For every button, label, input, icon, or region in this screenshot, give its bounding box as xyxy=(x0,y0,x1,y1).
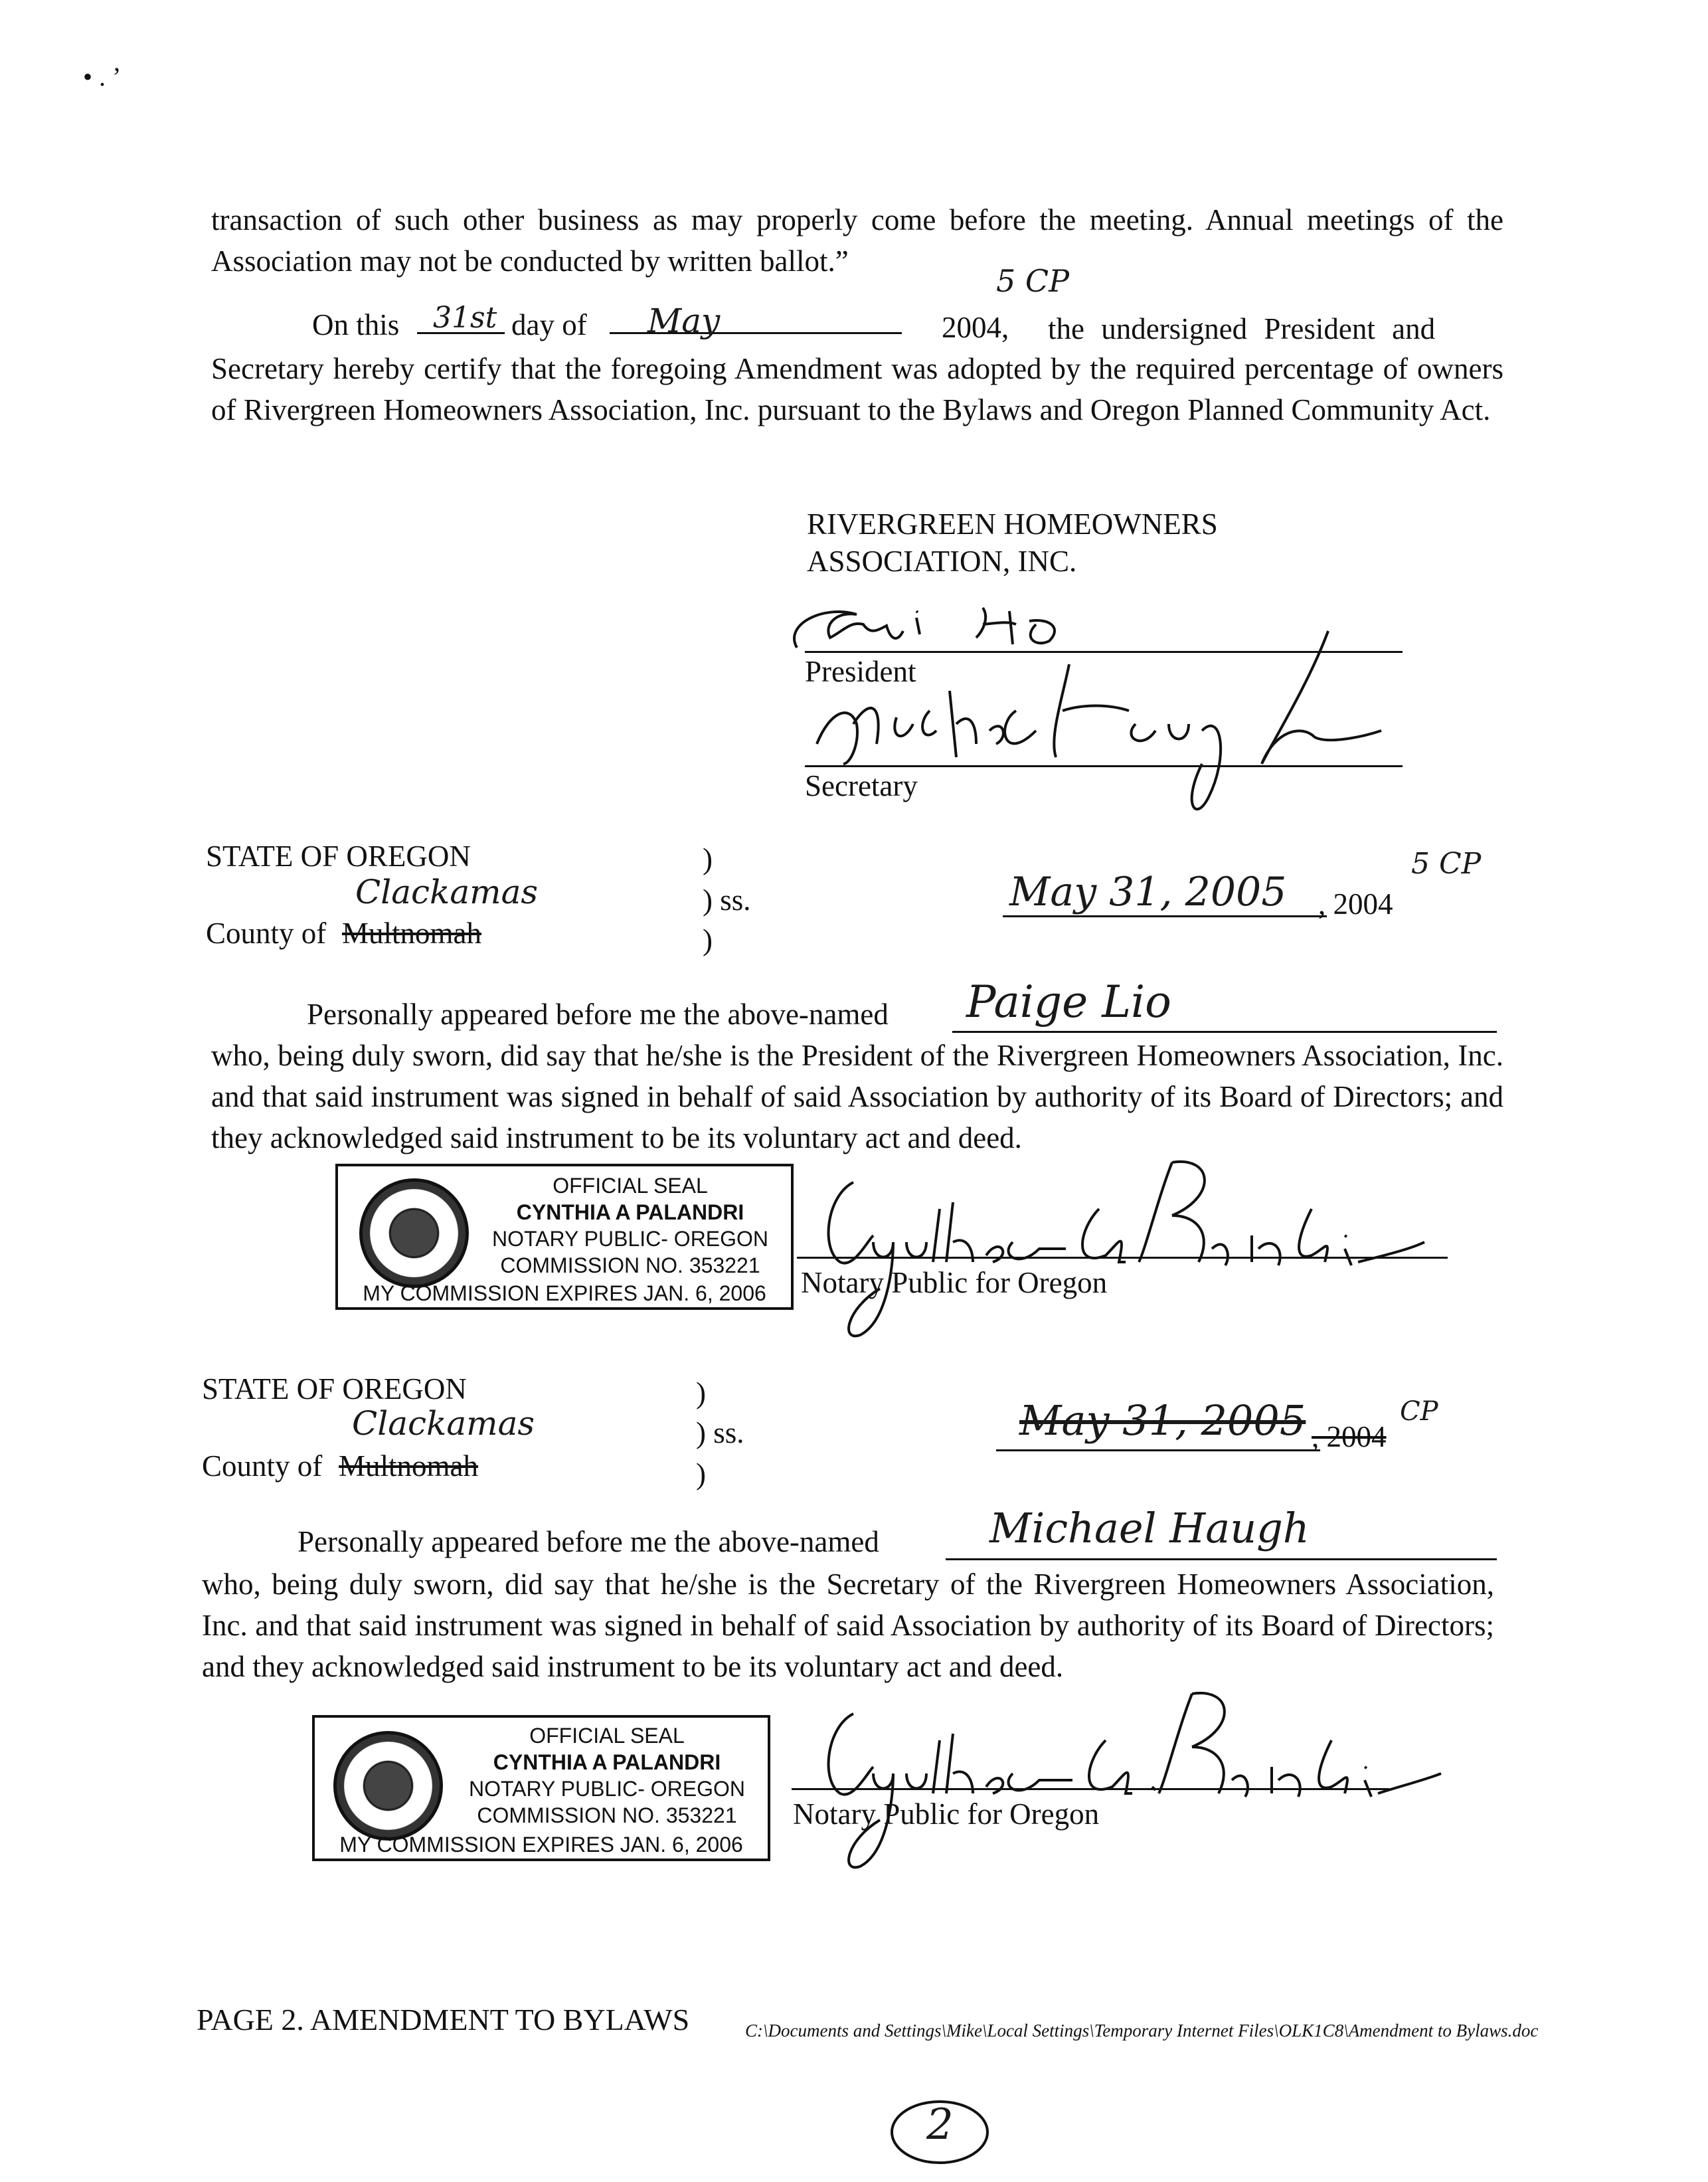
paren-bottom-2: ) xyxy=(696,1457,706,1491)
notary-seal-2 xyxy=(312,1715,770,1861)
certification-body: Secretary hereby certify that the foregoing Amendment was adopted by the required percentage of owners of Rivergreen Homeowners Association, Inc. pursuant to the Bylaws and Oregon Planned Community Act. xyxy=(211,352,1503,426)
state-heading-1: STATE OF OREGON xyxy=(206,840,471,873)
date-blank-1 xyxy=(1003,915,1327,917)
certification-day-of: day of xyxy=(511,308,587,341)
seal-line-official: OFFICIAL SEAL xyxy=(553,1174,708,1198)
page-number: 2 xyxy=(926,2100,954,2149)
name-handwritten-2: Michael Haugh xyxy=(989,1504,1310,1552)
appeared-prefix-2: Personally appeared before me the above-named xyxy=(298,1525,879,1558)
paren-top-2: ) xyxy=(696,1376,706,1409)
oregon-seal-emblem-icon xyxy=(333,1731,443,1841)
oregon-seal-emblem-icon xyxy=(359,1178,469,1288)
certification-day: 31st xyxy=(433,301,497,335)
seal-line-notary: NOTARY PUBLIC- OREGON xyxy=(491,1227,769,1251)
seal-line-name: CYNTHIA A PALANDRI xyxy=(516,1200,744,1224)
seal-line-commission: COMMISSION NO. 353221 xyxy=(500,1253,760,1277)
date-handwritten-2: May 31, 2005 xyxy=(1019,1396,1306,1445)
notary-label-1: Notary Public for Oregon xyxy=(801,1266,1108,1299)
footer-path: C:\Documents and Settings\Mike\Local Settings\Temporary Internet Files\OLK1C8\Amendment to Bylaws.doc xyxy=(745,2021,1539,2041)
notary-seal-1 xyxy=(335,1164,794,1310)
header-marks: • . ’ xyxy=(83,62,122,92)
secretary-label: Secretary xyxy=(805,769,918,802)
seal-line-notary: NOTARY PUBLIC- OREGON xyxy=(468,1777,746,1801)
date-printed-1: , 2004 xyxy=(1318,887,1393,921)
seal-line-name: CYNTHIA A PALANDRI xyxy=(493,1750,721,1774)
paren-top-1: ) xyxy=(703,842,713,875)
notary-signature-line-2 xyxy=(792,1788,1389,1790)
name-blank-1 xyxy=(952,1031,1497,1033)
ack-body-1: who, being duly sworn, did say that he/she is the President of the Rivergreen Homeowners Association, Inc. and that said instrument was signed in behalf of said Association by authority of its Board of Directors; and they acknowledged said instrument to be its voluntary act and deed. xyxy=(211,1039,1503,1154)
county-struck-1: Multnomah xyxy=(342,917,481,950)
appeared-prefix-1: Personally appeared before me the above-named xyxy=(307,998,889,1031)
notary-signature-line-1 xyxy=(797,1257,1448,1259)
intro-paragraph: transaction of such other business as may properly come before the meeting. Annual meetings of the Association may not be conducted by written ballot.” xyxy=(211,203,1503,278)
county-prefix-2: County of xyxy=(202,1449,323,1483)
seal-line-expires: MY COMMISSION EXPIRES JAN. 6, 2006 xyxy=(339,1833,743,1857)
county-handwritten-2: Clackamas xyxy=(352,1404,535,1443)
name-blank-2 xyxy=(946,1558,1497,1560)
notary-signature-1 xyxy=(800,1156,1431,1355)
certification-prefix: On this xyxy=(312,308,400,341)
date-printed-2: , 2004 xyxy=(1312,1420,1387,1453)
date-correction-2: CP xyxy=(1400,1396,1438,1427)
certification-after-year: the undersigned President and xyxy=(1048,312,1436,345)
association-name-line2: ASSOCIATION, INC. xyxy=(807,545,1077,578)
president-label: President xyxy=(805,655,916,688)
seal-line-commission: COMMISSION NO. 353221 xyxy=(477,1803,737,1827)
ss-2: ) ss. xyxy=(696,1416,744,1449)
seal-line-official: OFFICIAL SEAL xyxy=(529,1724,685,1748)
county-struck-2: Multnomah xyxy=(339,1449,478,1483)
certification-year: 2004, xyxy=(942,311,1009,344)
state-heading-2: STATE OF OREGON xyxy=(202,1372,467,1406)
footer-label: PAGE 2. AMENDMENT TO BYLAWS xyxy=(197,2003,690,2037)
ack-body-2: who, being duly sworn, did say that he/she is the Secretary of the Rivergreen Homeowners Association, Inc. and that said instrument was signed in behalf of said Association by authority of its Board of Directors; and they acknowledged said instrument to be its voluntary act and deed. xyxy=(202,1568,1494,1683)
notary-signature-2 xyxy=(794,1687,1444,1886)
date-correction-1: 5 CP xyxy=(1411,847,1482,881)
county-handwritten-1: Clackamas xyxy=(355,873,539,911)
date-blank-2 xyxy=(996,1449,1320,1451)
notary-label-2: Notary Public for Oregon xyxy=(793,1797,1100,1831)
county-prefix-1: County of xyxy=(206,917,327,950)
ss-1: ) ss. xyxy=(703,883,751,917)
seal-line-expires: MY COMMISSION EXPIRES JAN. 6, 2006 xyxy=(363,1281,766,1305)
paren-bottom-1: ) xyxy=(703,923,713,956)
name-handwritten-1: Paige Lio xyxy=(966,976,1171,1028)
association-name-line1: RIVERGREEN HOMEOWNERS xyxy=(807,507,1218,541)
year-correction: 5 CP xyxy=(996,263,1070,299)
date-handwritten-1: May 31, 2005 xyxy=(1009,869,1287,915)
certification-month: May xyxy=(647,302,721,340)
